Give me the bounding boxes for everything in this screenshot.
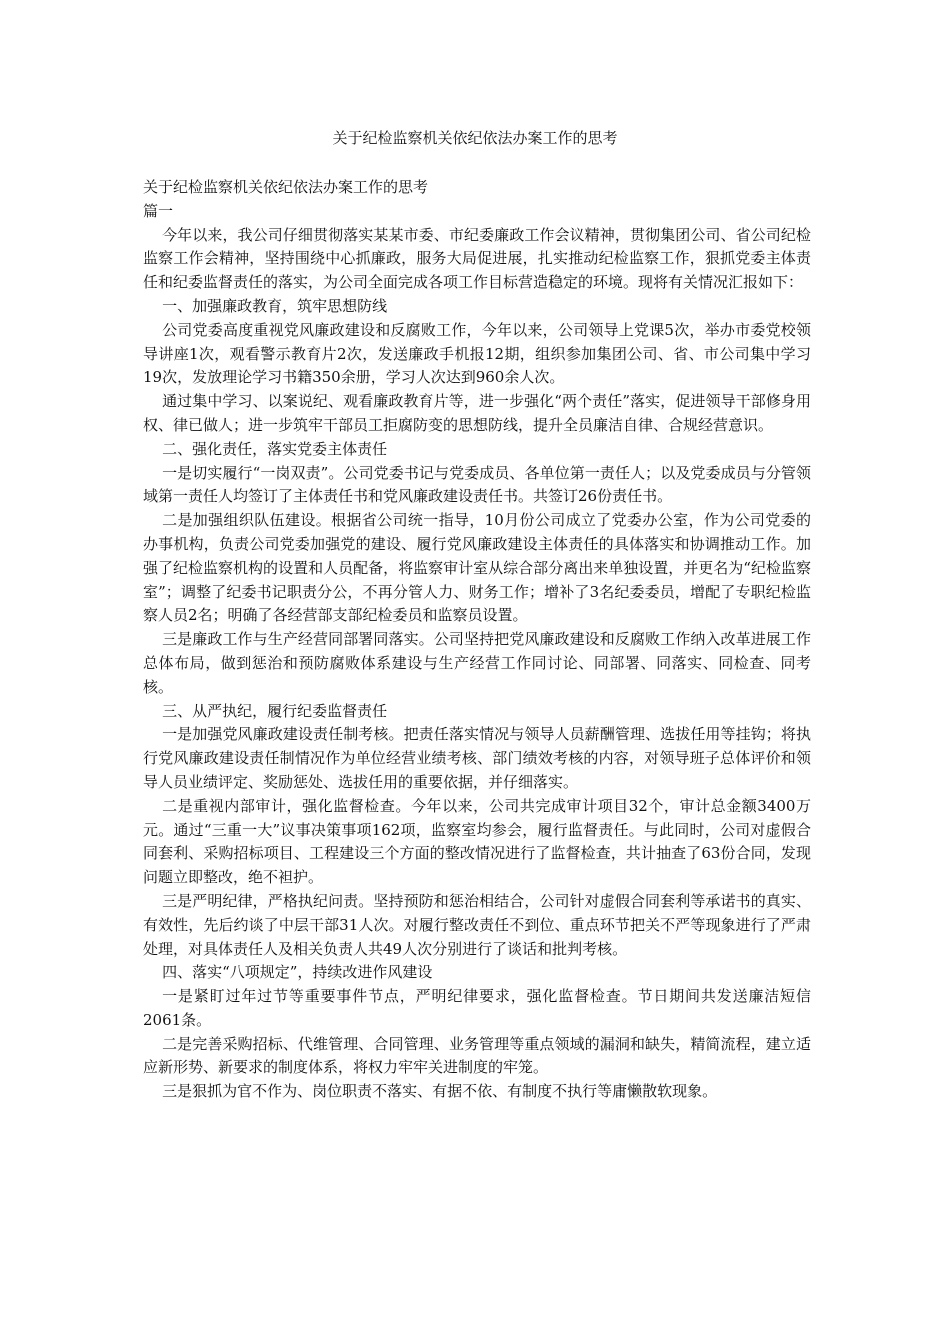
document-body [143, 176, 811, 1104]
section-heading: 二、强化责任，落实党委主体责任 [162, 439, 388, 458]
paragraph: 三是狠抓为官不作为、岗位职责不落实、有据不依、有制度不执行等庸懒散软现象。 [162, 1082, 718, 1101]
paragraph: 一是加强党风廉政建设责任制考核。把责任落实情况与领导人员薪酬管理、选拔任用等挂钩；将执行党风廉政建设责任制情况作为单位经营业绩考核、部门绩效考核的内容，对领导班子总体评价和领导人员业绩评定、奖励惩处、选拔任用的重要依据，并仔细落实。 [143, 725, 811, 791]
paragraph: 二是加强组织队伍建设。根据省公司统一指导，10月份公司成立了党委办公室，作为公司党委的办事机构，负责公司党委加强党的建设、履行党风廉政建设主体责任的具体落实和协调推动工作。加强了纪检监察机构的设置和人员配备，将监察审计室从综合部分离出来单独设置，并更名为“纪检监察室”；调整了纪委书记职责分公，不再分管人力、财务工作；增补了3名纪委委员，增配了专职纪检监察人员2名；明确了各经营部支部纪检委员和监察员设置。 [143, 511, 811, 625]
paragraph: 通过集中学习、以案说纪、观看廉政教育片等，进一步强化“两个责任”落实，促进领导干部修身用权、律已做人；进一步筑牢干部员工拒腐防变的思想防线，提升全员廉洁自律、合规经营意识。 [143, 392, 811, 434]
paragraph: 三是严明纪律，严格执纪问责。坚持预防和惩治相结合，公司针对虚假合同套利等承诺书的真实、有效性，先后约谈了中层干部31人次。对履行整改责任不到位、重点环节把关不严等现象进行了严肃处理，对具体责任人及相关负责人共49人次分别进行了谈话和批判考核。 [143, 891, 811, 958]
section-label: 篇一 [143, 201, 174, 220]
paragraph: 今年以来，我公司仔细贯彻落实某某市委、市纪委廉政工作会议精神，贯彻集团公司、省公司纪检监察工作会精神，坚持围绕中心抓廉政，服务大局促进展，扎实推动纪检监察工作，狠抓党委主体责任和纪委监督责任的落实，为公司全面完成各项工作目标营造稳定的环境。现将有关情况汇报如下： [143, 225, 811, 292]
paragraph: 二是重视内部审计，强化监督检查。今年以来，公司共完成审计项目32个，审计总金额3400万元。通过“三重一大”议事决策事项162项，监察室均参会，履行监督责任。与此同时，公司对虚假合同套利、采购招标项目、工程建设三个方面的整改情况进行了监督检查，共计抽查了63份合同，发现问题立即整改，绝不袒护。 [143, 796, 811, 887]
document-title: 关于纪检监察机关依纪依法办案工作的思考 [332, 129, 618, 147]
paragraph: 一是切实履行“一岗双责”。公司党委书记与党委成员、各单位第一责任人；以及党委成员与分管领域第一责任人均签订了主体责任书和党风廉政建设责任书。共签订26份责任书。 [143, 463, 811, 506]
section-heading: 一、加强廉政教育，筑牢思想防线 [162, 296, 388, 315]
section-heading: 四、落实“八项规定”，持续改进作风建设 [162, 963, 433, 982]
paragraph: 二是完善采购招标、代维管理、合同管理、业务管理等重点领域的漏洞和缺失，精简流程，建立适应新形势、新要求的制度体系，将权力牢牢关进制度的牢笼。 [143, 1034, 811, 1077]
paragraph: 一是紧盯过年过节等重要事件节点，严明纪律要求，强化监督检查。节日期间共发送廉洁短信2061条。 [143, 987, 811, 1029]
paragraph: 公司党委高度重视党风廉政建设和反腐败工作，今年以来，公司领导上党课5次，举办市委党校领导讲座1次，观看警示教育片2次，发送廉政手机报12期，组织参加集团公司、省、市公司集中学习19次，发放理论学习书籍350余册，学习人次达到960余人次。 [143, 320, 811, 387]
section-heading: 三、从严执纪，履行纪委监督责任 [162, 701, 388, 720]
document-subtitle: 关于纪检监察机关依纪依法办案工作的思考 [143, 178, 429, 196]
paragraph: 三是廉政工作与生产经营同部署同落实。公司坚持把党风廉政建设和反腐败工作纳入改革进展工作总体布局，做到惩治和预防腐败体系建设与生产经营工作同讨论、同部署、同落实、同检查、同考核。 [143, 630, 811, 696]
